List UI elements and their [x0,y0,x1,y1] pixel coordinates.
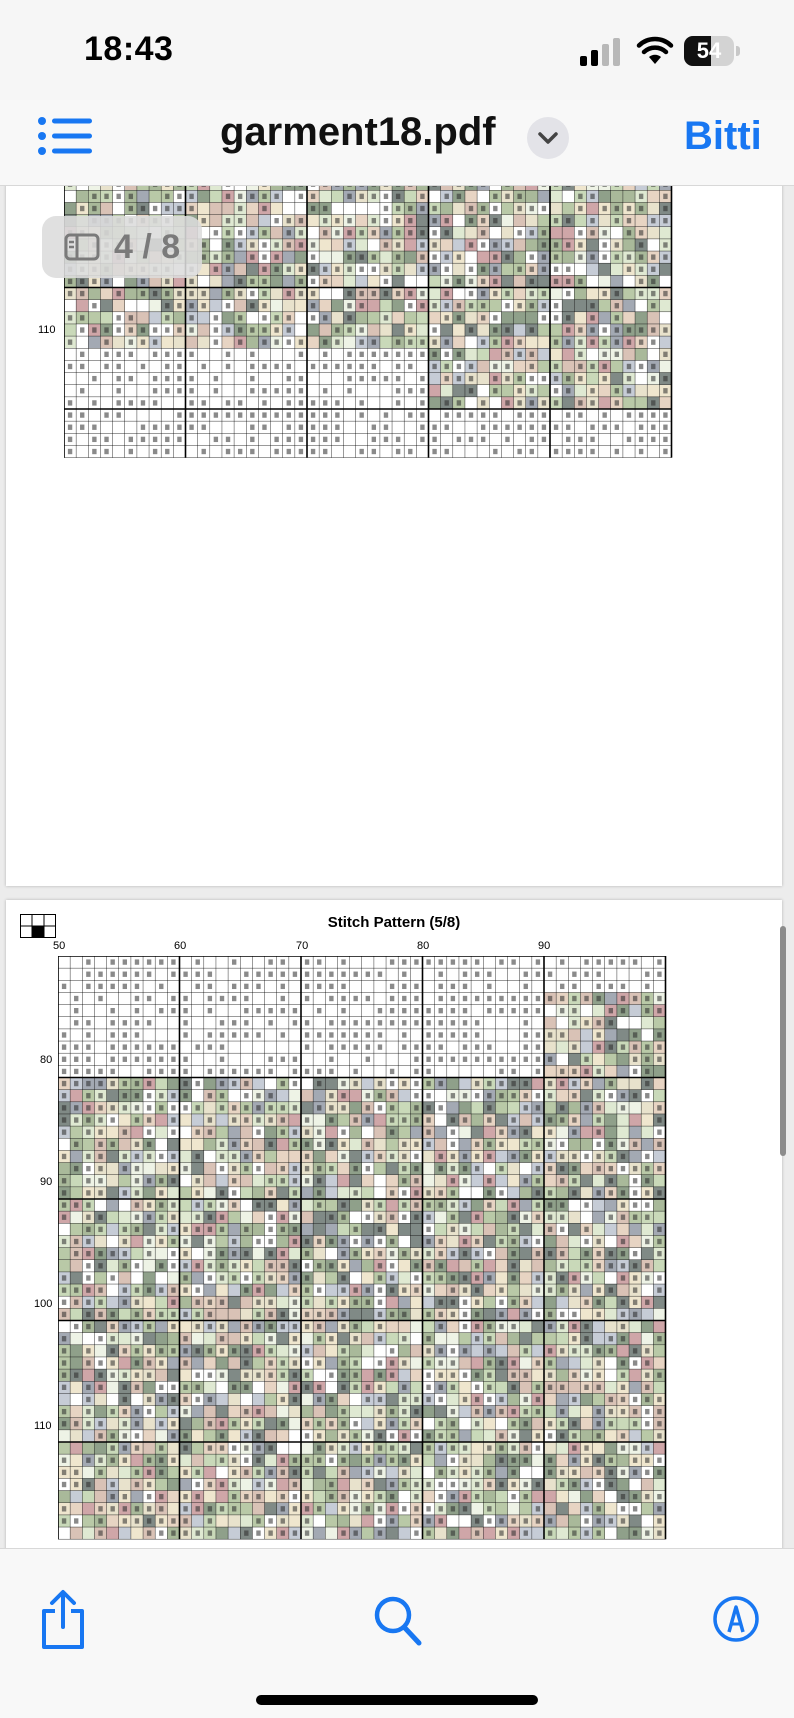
battery-icon [684,36,740,66]
battery-level: 54 [696,38,722,63]
signal-icon [580,38,622,66]
done-button[interactable]: Bitti [684,114,762,158]
list-icon[interactable] [38,116,94,156]
scrollbar[interactable] [780,926,786,1156]
pdf-page [6,186,782,886]
column-label: 90 [538,940,551,952]
markup-icon[interactable] [712,1595,760,1643]
column-label: 70 [296,940,309,952]
pattern-title: Stitch Pattern (5/8) [327,914,461,931]
document-title[interactable]: garment18.pdf [220,110,496,154]
row-label: 110 [38,324,56,336]
column-label: 50 [53,940,66,952]
stitch-grid [58,956,668,1548]
home-indicator [256,1695,538,1705]
status-bar [0,0,794,100]
row-label: 90 [40,1176,53,1188]
wifi-icon [636,36,674,66]
page-indicator[interactable] [42,216,202,278]
row-label: 110 [34,1420,52,1432]
share-icon[interactable] [38,1589,88,1651]
pdf-page [6,900,782,1548]
bottom-toolbar [0,1548,794,1718]
row-label: 100 [34,1298,53,1310]
row-label: 80 [40,1054,53,1066]
status-time: 18:43 [84,30,174,68]
column-label: 60 [174,940,187,952]
nav-bar [0,100,794,186]
column-label: 80 [417,940,430,952]
sidebar-icon [64,233,100,261]
page-indicator-text: 4 / 8 [114,228,181,266]
title-menu-button[interactable] [527,117,569,159]
chevron-down-icon [527,117,569,159]
document-view[interactable] [0,186,794,1548]
search-icon[interactable] [372,1593,424,1649]
